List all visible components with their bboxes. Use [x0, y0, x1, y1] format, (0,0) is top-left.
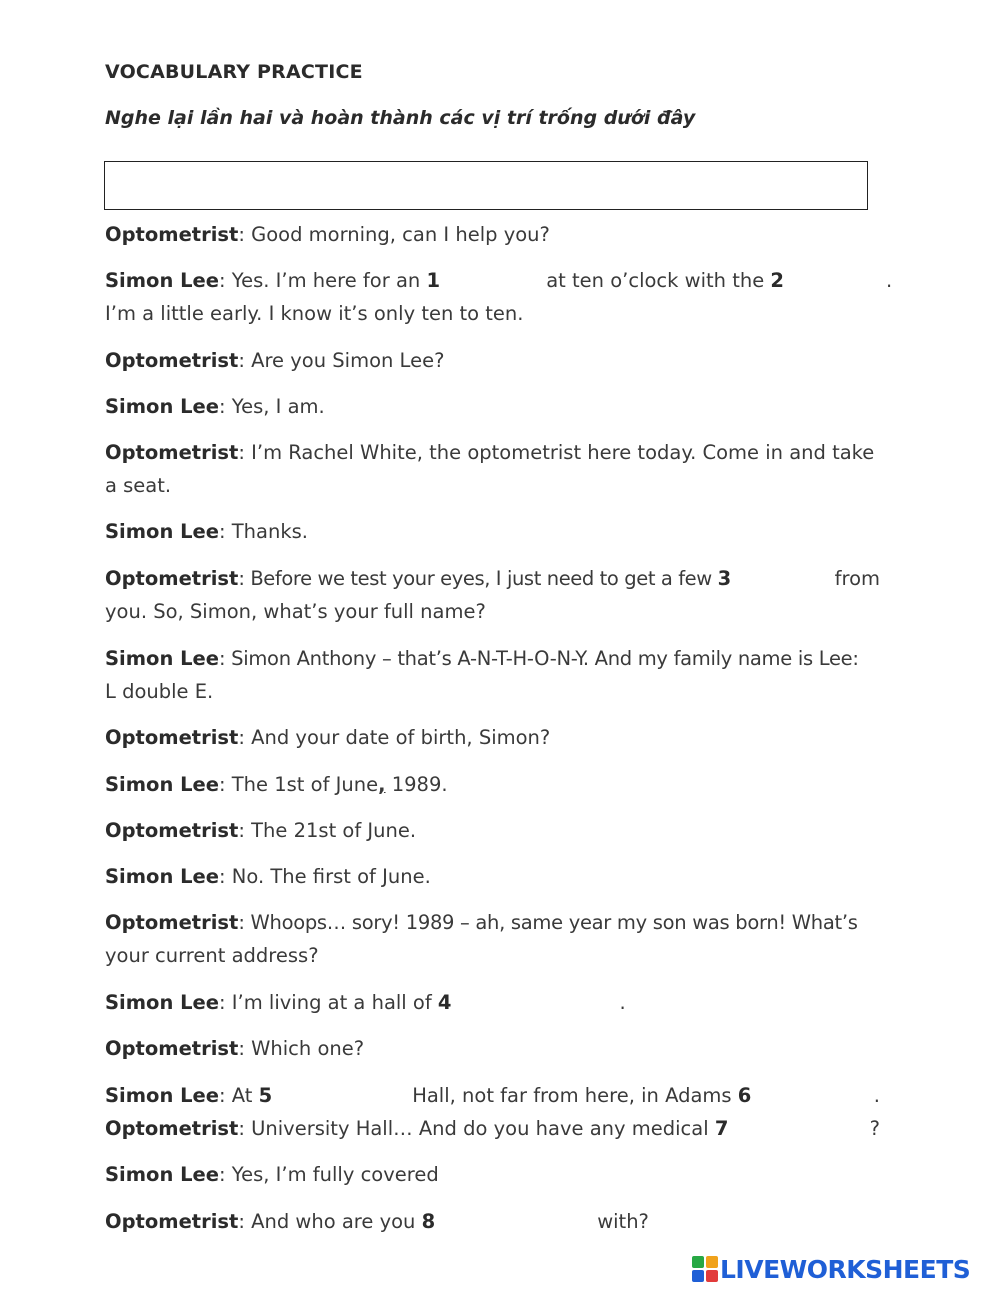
dialogue-line-3 [105, 344, 880, 377]
blank-number-1: 1 [426, 269, 441, 292]
line-text: : Yes, I am. [219, 395, 325, 418]
speaker-simon: Simon Lee [105, 865, 219, 888]
speaker-simon: Simon Lee [105, 991, 219, 1014]
line-text: : And your date of birth, Simon? [238, 726, 551, 749]
line-text: : Whoops… sory! 1989 – ah, same year my son was born! What’s [238, 911, 858, 934]
line-text: : The 21st of June. [238, 819, 417, 842]
line-text: : Before we test your eyes, I just need to get a few [238, 567, 718, 590]
blank-1[interactable] [440, 269, 540, 295]
blank-number-8: 8 [421, 1210, 436, 1233]
liveworksheets-logo-icon [692, 1256, 718, 1282]
speaker-optometrist: Optometrist [105, 1037, 239, 1060]
line-text: : No. The first of June. [219, 865, 431, 888]
dialogue-line-9 [105, 721, 880, 754]
line-text: 1989. [385, 773, 448, 796]
line-text: I’m a little early. I know it’s only ten to ten. [105, 302, 524, 325]
blank-number-2: 2 [770, 269, 784, 292]
line-text: . [619, 991, 626, 1014]
dialogue-line-8 [105, 642, 880, 675]
dialogue-line-7-cont [105, 595, 880, 628]
dialogue-line-18 [105, 1158, 880, 1191]
dialogue-line-2-cont [105, 297, 880, 330]
dialogue-line-8-cont [105, 675, 880, 708]
blank-8[interactable] [435, 1210, 597, 1236]
dialogue-line-15 [105, 1032, 880, 1065]
speaker-optometrist: Optometrist [105, 1210, 239, 1233]
instruction-text: Nghe lại lần hai và hoàn thành các vị trí trống dưới đây [105, 107, 696, 129]
speaker-simon: Simon Lee [105, 269, 219, 292]
blank-5[interactable] [272, 1084, 412, 1110]
logo-text: LIVEWORKSHEETS [720, 1254, 971, 1284]
blank-number-6: 6 [737, 1084, 752, 1107]
speaker-simon: Simon Lee [105, 647, 219, 670]
dialogue-line-2 [105, 264, 893, 297]
line-text: : Good morning, can I help you? [238, 223, 550, 246]
speaker-optometrist: Optometrist [105, 726, 239, 749]
line-text: Hall, not far from here, in Adams [412, 1084, 738, 1107]
speaker-optometrist: Optometrist [105, 819, 239, 842]
dialogue-line-5-cont [105, 469, 880, 502]
line-text: from [834, 567, 880, 590]
underlined-comma: , [378, 773, 386, 796]
line-text: ? [869, 1117, 880, 1140]
speaker-optometrist: Optometrist [105, 567, 239, 590]
line-text: : University Hall… And do you have any medical [238, 1117, 715, 1140]
line-text: you. So, Simon, what’s your full name? [105, 600, 486, 623]
speaker-simon: Simon Lee [105, 395, 219, 418]
line-text: L double E. [105, 680, 214, 703]
line-text: : I’m living at a hall of [219, 991, 438, 1014]
speaker-simon: Simon Lee [105, 1084, 219, 1107]
dialogue-line-10 [105, 768, 880, 801]
dialogue-line-6 [105, 515, 880, 548]
line-text: . [873, 1084, 880, 1107]
line-text: : The 1st of June [219, 773, 379, 796]
speaker-optometrist: Optometrist [105, 223, 239, 246]
line-text: a seat. [105, 474, 172, 497]
blank-3[interactable] [731, 567, 811, 593]
dialogue-line-5 [105, 436, 880, 469]
line-text: your current address? [105, 944, 319, 967]
line-text: with? [597, 1210, 649, 1233]
line-text: : And who are you [238, 1210, 422, 1233]
speaker-simon: Simon Lee [105, 1163, 219, 1186]
speaker-optometrist: Optometrist [105, 349, 239, 372]
dialogue-line-16 [105, 1079, 880, 1112]
dialogue-line-1 [105, 218, 880, 251]
line-text: : Yes, I’m fully covered [219, 1163, 439, 1186]
line-text: : Simon Anthony – that’s A-N-T-H-O-N-Y. And my family name is Lee: [219, 647, 859, 670]
dialogue-line-7 [105, 562, 880, 595]
dialogue-line-13 [105, 906, 880, 939]
dialogue-line-4 [105, 390, 880, 423]
dialogue-line-19 [105, 1205, 880, 1238]
line-text: : Yes. I’m here for an [219, 269, 427, 292]
speaker-optometrist: Optometrist [105, 911, 239, 934]
dialogue-line-12 [105, 860, 880, 893]
speaker-simon: Simon Lee [105, 520, 219, 543]
line-text: at ten o’clock with the [540, 269, 771, 292]
speaker-optometrist: Optometrist [105, 441, 239, 464]
speaker-optometrist: Optometrist [105, 1117, 239, 1140]
liveworksheets-logo [692, 1251, 988, 1287]
line-text: : Which one? [238, 1037, 365, 1060]
blank-4[interactable] [452, 991, 620, 1017]
page-title: VOCABULARY PRACTICE [105, 61, 363, 83]
dialogue-line-17 [105, 1112, 880, 1145]
line-text: : I’m Rachel White, the optometrist here today. Come in and take [238, 441, 875, 464]
blank-number-4: 4 [437, 991, 452, 1014]
dialogue-line-11 [105, 814, 880, 847]
dialogue-line-14 [105, 986, 880, 1019]
line-text: : Are you Simon Lee? [238, 349, 445, 372]
blank-number-7: 7 [714, 1117, 729, 1140]
speaker-simon: Simon Lee [105, 773, 219, 796]
answer-word-box [104, 161, 868, 210]
blank-2[interactable] [784, 269, 886, 295]
blank-number-3: 3 [717, 567, 732, 590]
blank-number-5: 5 [258, 1084, 273, 1107]
dialogue-line-13-cont [105, 939, 880, 972]
line-text: . [885, 269, 893, 292]
line-text: : At [219, 1084, 259, 1107]
line-text: : Thanks. [219, 520, 308, 543]
